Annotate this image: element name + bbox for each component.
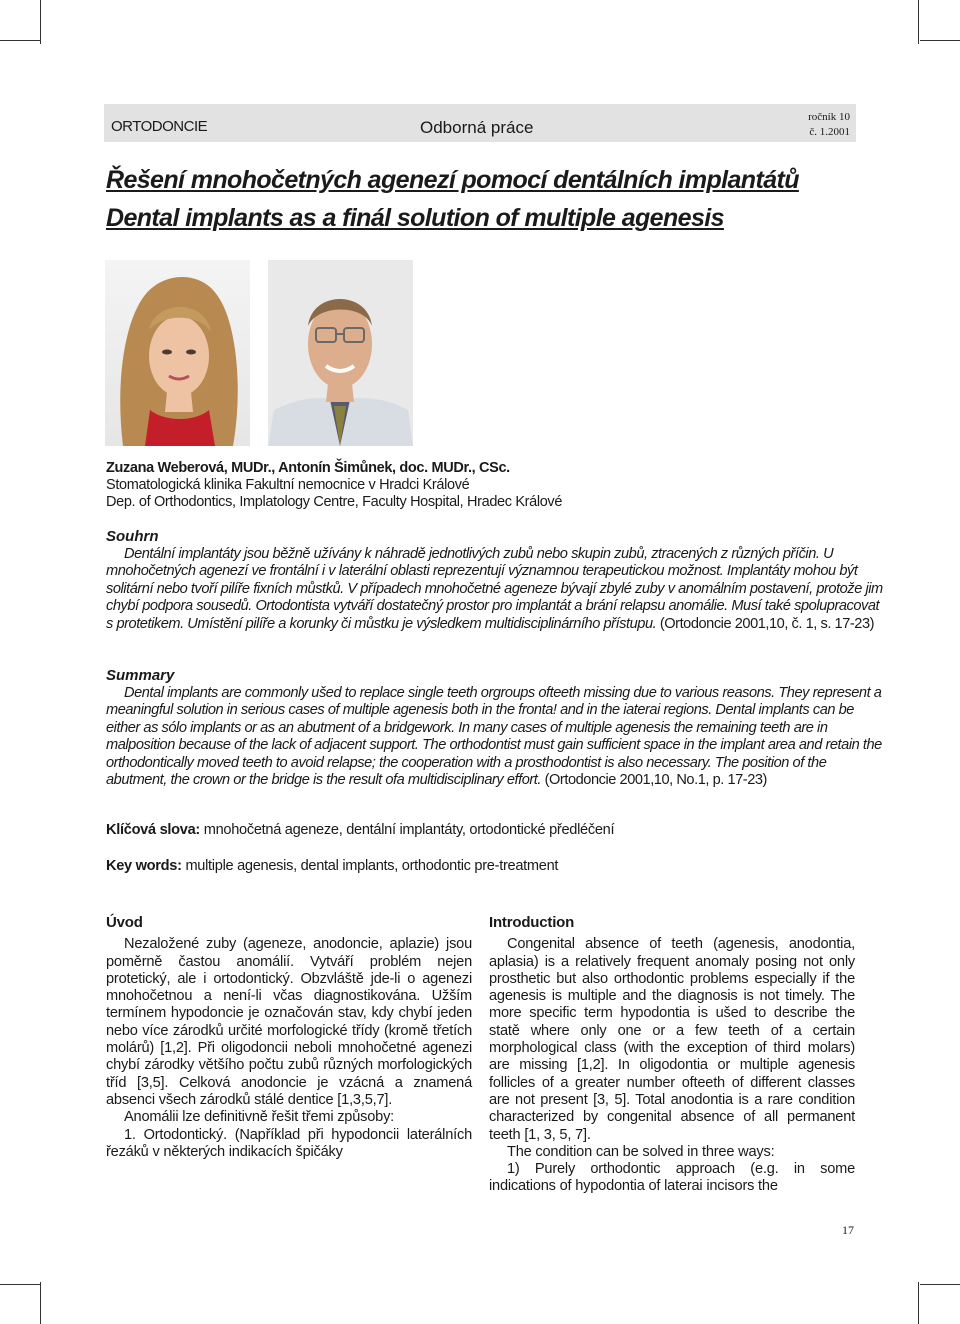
affiliation-english: Dep. of Orthodontics, Implatology Centre, Faculty Hospital, Hradec Králové: [106, 494, 563, 510]
crop-mark: [918, 0, 919, 44]
author-photo-simunek: [268, 260, 413, 446]
keywords-czech-text: mnohočetná ageneze, dentální implantáty, ortodontické předléčení: [203, 822, 615, 838]
title-english: Dental implants as a finál solution of multiple agenesis: [106, 204, 724, 232]
introduction-paragraph-3: 1) Purely orthodontic approach (e.g. in some indications of hypodontia of laterai incisors the: [489, 1161, 855, 1195]
crop-mark: [918, 1282, 919, 1324]
crop-mark: [920, 1284, 960, 1285]
keywords-czech: [106, 822, 614, 838]
section-label: ORTODONCIE: [111, 118, 208, 135]
souhrn-heading: Souhrn: [106, 528, 159, 545]
affiliation-czech: Stomatologická klinika Fakultní nemocnice v Hradci Králové: [106, 477, 470, 493]
summary-abstract: [106, 685, 886, 789]
uvod-heading: Úvod: [106, 914, 143, 931]
journal-header: [104, 104, 856, 142]
keywords-english: [106, 858, 558, 874]
uvod-paragraph-2: Anomálii lze definitivně řešit třemi způsoby:: [124, 1109, 395, 1126]
introduction-paragraph-1: Congenital absence of teeth (agenesis, anodontia, aplasia) is a relatively frequent anomaly posing not only prosthetic but also orthodontic problems especially if the agenesis is multiple and the diagnosis is not timely. The more specific term hypodontia is ušed to describe the statě where only one or a few teeth of a certain morphological class (with the exception of third molars) are missing [1,2]. In oligodontia or multiple agenesis follicles of a greater number ofteeth of different classes are not present [3, 5]. Total anodontia is a rare condition characterized by congenital absence of all permanent teeth [1, 3, 5, 7].: [489, 936, 855, 1143]
summary-heading: Summary: [106, 667, 175, 684]
keywords-czech-label: Klíčová slova:: [106, 822, 200, 838]
author-photo-weberova: [105, 260, 250, 446]
page-number: 17: [842, 1223, 854, 1237]
uvod-paragraph-1: Nezaložené zuby (ageneze, anodoncie, aplazie) jsou poměrně častou anomálií. Vytváří problém nejen protetický, ale i ortodontický. Obzvláště jde-li o agenezi mnohočetnou a není-li včas diagnostikována. Užším termínem hypodoncie je označován stav, kdy chybí jeden nebo více zárodků určité morfologické třídy (kromě třetích molárů) [1,2]. Při oligodoncii neboli mnohočetné agenezi chybí zárodky většího počtu zubů různých morfologických tříd [3,5]. Celková anodoncie je vzácná a znamená absenci všech zárodků stálé dentice [1,3,5,7].: [106, 936, 472, 1108]
keywords-english-text: multiple agenesis, dental implants, orthodontic pre-treatment: [185, 858, 559, 874]
volume-label: ročník 10: [808, 111, 850, 123]
keywords-english-label: Key words:: [106, 858, 182, 874]
right-column: [489, 914, 855, 1196]
uvod-paragraph-3: 1. Ortodontický. (Například při hypodoncii laterálních řezáků v některých indikacích špičáky: [106, 1126, 472, 1160]
summary-citation: (Ortodoncie 2001,10, No.1, p. 17-23): [544, 772, 767, 789]
crop-mark: [0, 1284, 40, 1285]
souhrn-citation: (Ortodoncie 2001,10, č. 1, s. 17-23): [659, 615, 875, 632]
issue-info: [808, 110, 850, 140]
category-label: Odborná práce: [420, 118, 534, 137]
summary-text: Dental implants are commonly ušed to replace single teeth orgroups ofteeth missing due to various reasons. They represent a meaningful solution in serious cases of multiple agenesis both in the fronta! and in the iaterai regions. Dental implants can be either as sólo implants or as an abutment of a bridgework. In many cases of multiple agenesis the remaining teeth are in malposition because of the lack of adjacent support. The orthodontist must gain sufficient space in the implant area and retain the orthodontically moved teeth to avoid relapse; the cooperation with a prosthodontist is also necessary. The position of the abutment, the crown or the bridge is the result ofa multidisciplinary effort.: [106, 685, 882, 789]
crop-mark: [40, 1282, 41, 1324]
author-block: [106, 460, 562, 511]
crop-mark: [0, 40, 40, 41]
left-column: [106, 914, 472, 1161]
title-czech: Řešení mnohočetných agenezí pomocí dentálních implantátů: [106, 166, 799, 194]
souhrn-text: Dentální implantáty jsou běžně užívány k náhradě jednotlivých zubů nebo skupin zubů, ztracených z různých příčin. U mnohočetných agenezí ve frontální i v laterální oblasti reprezentují významnou terapeutickou možnost. Implantáty mohou být solitární nebo tvoří pilíře fixních můstků. V případech mnohočetné ageneze bývají zbylé zuby v anomálním postavení, protože jim chybí podpora sousedů. Ortodontista vytváří dostatečný prostor pro implantát a brání relapsu anomálie. Musí také spolupracovat s protetikem. Umístění pilíře a korunky či můstku je výsledkem multidisciplinárního přístupu.: [106, 546, 883, 632]
crop-mark: [920, 40, 960, 41]
introduction-paragraph-2: The condition can be solved in three ways:: [507, 1143, 775, 1160]
souhrn-abstract: [106, 546, 886, 633]
introduction-heading: Introduction: [489, 914, 575, 931]
author-names: Zuzana Weberová, MUDr., Antonín Šimůnek, doc. MUDr., CSc.: [106, 460, 510, 476]
crop-mark: [40, 0, 41, 44]
issue-label: č. 1.2001: [809, 126, 850, 138]
